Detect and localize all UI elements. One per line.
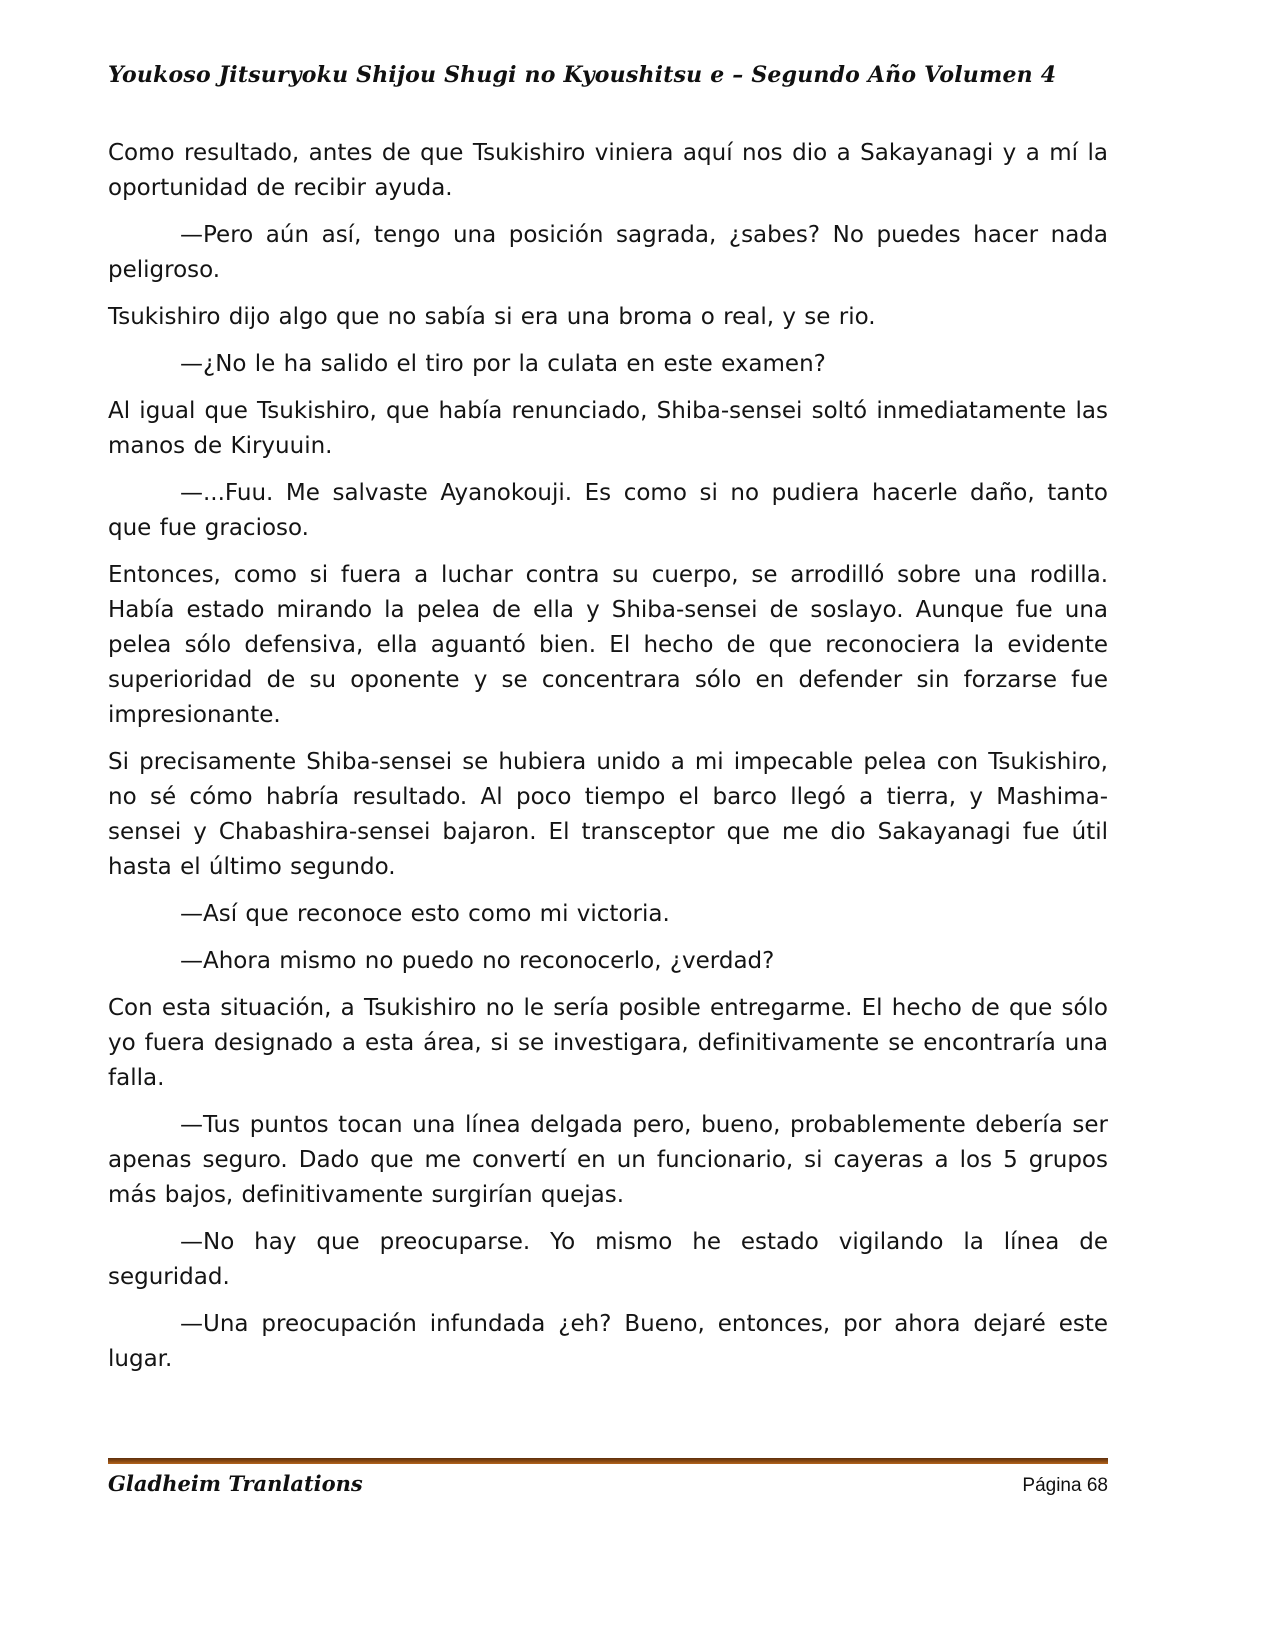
footer-page-indicator	[1022, 1475, 1108, 1497]
narration-paragraph: Con esta situación, a Tsukishiro no le sería posible entregarme. El hecho de que sólo yo fuera designado a esta área, si se investigara, definitivamente se encontraría una falla.	[108, 995, 1108, 1091]
narration-paragraph: Al igual que Tsukishiro, que había renunciado, Shiba-sensei soltó inmediatamente las manos de Kiryuuin.	[108, 398, 1108, 459]
dialogue-paragraph: —No hay que preocuparse. Yo mismo he estado vigilando la línea de seguridad.	[108, 1229, 1108, 1290]
footer-page-label: Página	[1022, 1475, 1082, 1496]
document-footer	[108, 1458, 1108, 1497]
dialogue-paragraph: —Así que reconoce esto como mi victoria.	[180, 901, 670, 927]
narration-paragraph: Entonces, como si fuera a luchar contra su cuerpo, se arrodilló sobre una rodilla. Había estado mirando la pelea de ella y Shiba-sensei de soslayo. Aunque fue una pelea sólo defensiva, ella aguantó bien. El hecho de que reconociera la evidente superioridad de su oponente y se concentrara sólo en defender sin forzarse fue impresionante.	[108, 562, 1108, 728]
dialogue-paragraph: —Tus puntos tocan una línea delgada pero, bueno, probablemente debería ser apenas seguro. Dado que me convertí en un funcionario, si cayeras a los 5 grupos más bajos, definitivamente surgirían quejas.	[108, 1112, 1108, 1208]
footer-rule	[108, 1458, 1108, 1464]
narration-paragraph: Tsukishiro dijo algo que no sabía si era una broma o real, y se rio.	[108, 304, 876, 330]
dialogue-paragraph: —...Fuu. Me salvaste Ayanokouji. Es como si no pudiera hacerle daño, tanto que fue gracioso.	[108, 480, 1108, 541]
dialogue-paragraph: —¿No le ha salido el tiro por la culata en este examen?	[180, 351, 826, 377]
header-title: Youkoso Jitsuryoku Shijou Shugi no Kyoushitsu e – Segundo Año Volumen 4	[108, 62, 1057, 88]
footer-translator: Gladheim Tranlations	[108, 1471, 363, 1496]
document-body	[108, 136, 1108, 1389]
narration-paragraph: Si precisamente Shiba-sensei se hubiera unido a mi impecable pelea con Tsukishiro, no sé cómo habría resultado. Al poco tiempo el barco llegó a tierra, y Mashima-sensei y Chabashira-sensei bajaron. El transceptor que me dio Sakayanagi fue útil hasta el último segundo.	[108, 749, 1108, 880]
narration-paragraph: Como resultado, antes de que Tsukishiro viniera aquí nos dio a Sakayanagi y a mí la oportunidad de recibir ayuda.	[108, 140, 1108, 201]
footer-row	[108, 1471, 1108, 1497]
footer-page-number: 68	[1086, 1475, 1108, 1496]
dialogue-paragraph: —Una preocupación infundada ¿eh? Bueno, entonces, por ahora dejaré este lugar.	[108, 1311, 1108, 1372]
dialogue-paragraph: —Pero aún así, tengo una posición sagrada, ¿sabes? No puedes hacer nada peligroso.	[108, 222, 1108, 283]
document-header	[108, 62, 1167, 88]
dialogue-paragraph: —Ahora mismo no puedo no reconocerlo, ¿verdad?	[180, 948, 775, 974]
